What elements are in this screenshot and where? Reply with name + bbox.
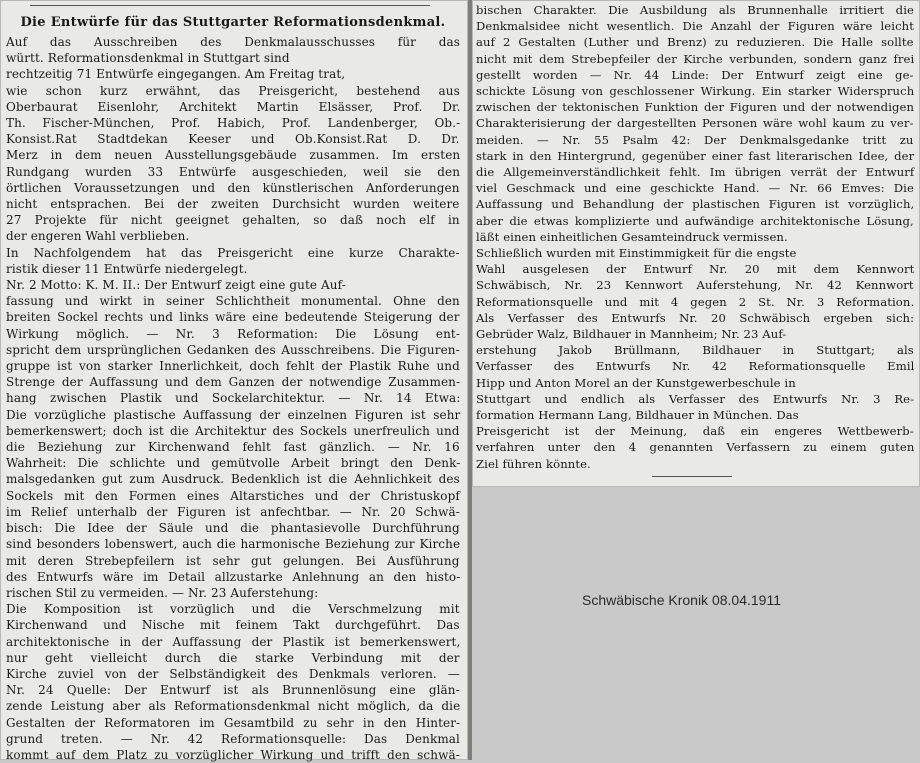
text-line: rechtzeitig 71 Entwürfe eingegangen. Am Freitag trat, <box>6 67 346 82</box>
text-line: schickte Lösung von geschlossener Wirkung. Ein starker Widerspruch <box>476 84 915 99</box>
text-line: läßt einen einheitlichen Gesamteindruck vermissen. <box>476 229 788 244</box>
text-line: hang zwischen Plastik und Sockelarchitektur. — Nr. 14 Etwa: <box>6 391 461 406</box>
text-line: Auffassung und Behandlung der plastischen Figuren ist vorzüglich, <box>476 197 915 212</box>
text-line: Denkmalsidee nicht wesentlich. Die Anzahl der Figuren wäre leicht <box>476 19 914 34</box>
text-line: erstehung Jakob Brüllmann, Bildhauer in Stuttgart; als <box>476 343 914 358</box>
text-line: Nr. 24 Quelle: Der Entwurf ist als Brunnenlösung eine glän- <box>6 683 460 698</box>
text-line: Die Komposition ist vorzüglich und die Verschmelzung mit <box>6 602 460 617</box>
article-column-left <box>6 12 461 762</box>
text-line: Th. Fischer-München, Prof. Habich, Prof. Landenberger, Ob.- <box>6 116 461 131</box>
text-line: sind besonders lobenswert, auch die harmonische Beziehung zur Kirche <box>6 537 461 552</box>
text-line: des Entwurfs wäre im Detail allzustarke Anlehnung an den histo- <box>6 569 461 584</box>
text-line: auf 2 Gestalten (Luther und Brenz) zu reduzieren. Die Halle sollte <box>476 35 914 50</box>
text-line: Wirkung möglich. — Nr. 3 Reformation: Die Lösung ent- <box>6 326 461 341</box>
text-line: Schwäbisch, Nr. 23 Kennwort Auferstehung, Nr. 42 Kennwort <box>476 278 914 293</box>
text-line: Kirchenwand und Nische mit feinem Takt durchgeführt. Das <box>6 618 460 633</box>
text-line: stark in den Hintergrund, gegenüber einer fast literarischen Idee, der <box>476 148 915 163</box>
article-headline: Die Entwürfe für das Stuttgarter Reformationsdenkmal. <box>20 15 446 30</box>
text-line: Konsist.Rat Stadtdekan Keeser und Ob.Konsist.Rat D. Dr. <box>6 132 460 147</box>
text-line: Die vorzügliche plastische Auffassung der einzelnen Figuren ist sehr <box>6 407 461 422</box>
text-line: Reformationsquelle und mit 4 gegen 2 St. Nr. 3 Reformation. <box>476 294 915 309</box>
text-line: wie schon kurz erwähnt, das Preisgericht, bestehend aus <box>6 83 460 98</box>
text-line: verfahren unter den 4 genannten Verfassern zu einem guten <box>476 440 915 455</box>
text-line: formation Hermann Lang, Bildhauer in München. Das <box>476 408 799 423</box>
text-line: württ. Reformationsdenkmal in Stuttgart sind <box>6 51 290 66</box>
text-line: nicht mit dem Strebepfeiler der Kirche verbunden, sondern ganz frei <box>476 51 915 66</box>
text-line: spricht dem ursprünglichen Gedanken des Ausschreibens. Die Figuren- <box>6 342 460 357</box>
text-line: Auf das Ausschreiben des Denkmalausschusses für das <box>6 35 461 49</box>
text-line: ristik dieser 11 Entwürfe niedergelegt. <box>6 261 248 276</box>
text-line: grund treten. — Nr. 42 Reformationsquelle: Das Denkmal <box>6 731 460 746</box>
text-line: rischen Stil zu vermeiden. — Nr. 23 Auferstehung: <box>6 585 319 600</box>
text-line: Oberbaurat Eisenlohr, Architekt Martin Elsässer, Prof. Dr. <box>6 99 461 114</box>
article-end-rule <box>652 476 732 477</box>
text-line: Strenge der Auffassung und dem Ganzen der notwendige Zusammen- <box>6 375 461 390</box>
text-line: viel Geschmack und eine geschickte Hand. — Nr. 66 Emves: Die <box>476 181 914 196</box>
text-line: aber die etwas komplizierte und aufwändige architektonische Lösung, <box>476 213 914 228</box>
headline-rule <box>30 5 430 6</box>
text-line: Wahrheit: Die schlichte und gemütvolle Arbeit bringt den Denk- <box>6 456 461 471</box>
text-line: Kirche zuviel von der Selbständigkeit des Denkmals verloren. — <box>6 666 460 681</box>
text-line: Verfasser des Entwurfs Nr. 42 Reformationsquelle Emil <box>476 359 915 374</box>
text-line: Preisgericht ist der Meinung, daß ein engeres Wettbewerb- <box>476 424 914 439</box>
text-line: Hipp und Anton Morel an der Kunstgewerbeschule in <box>476 375 796 390</box>
text-line: meiden. — Nr. 55 Psalm 42: Der Denkmalsgedanke tritt zu <box>476 132 914 147</box>
text-line: bemerkenswert; doch ist die Architektur des Sockels unerfreulich und <box>6 423 460 438</box>
text-line: Wahl ausgelesen der Entwurf Nr. 20 mit dem Kennwort <box>476 262 915 277</box>
article-text-right <box>476 2 914 472</box>
text-line: Nr. 2 Motto: K. M. II.: Der Entwurf zeigt eine gute Auf- <box>6 278 346 293</box>
text-line: Als Verfasser des Entwurfs Nr. 20 Schwäbisch ergeben sich: <box>476 310 915 325</box>
text-line: breiten Sockel rechts und links wäre eine bedeutende Steigerung der <box>6 310 460 325</box>
text-line: der engeren Wahl verblieben. <box>6 229 190 244</box>
article-text-left <box>6 34 460 763</box>
text-line: gestellt worden — Nr. 44 Linde: Der Entwurf zeigt eine ge- <box>476 67 914 82</box>
article-column-right <box>476 2 914 482</box>
text-line: Ziel führen könnte. <box>476 456 591 471</box>
text-line: Sockels mit den Formen eines Altarstiches und der Christuskopf <box>6 488 460 503</box>
text-line: zende Leistung aber als Reformationsdenkmal nicht möglich, da die <box>6 699 461 714</box>
text-line: die Beziehung zur Kirchenwand fehlt fast gänzlich. — Nr. 16 <box>6 440 460 455</box>
text-line: mit deren Strebepfeilern ist sehr gut gelungen. Bei Ausführung <box>6 553 460 568</box>
text-line: zwischen der tektonischen Funktion der Figuren und der notwendigen <box>476 100 915 115</box>
text-line: Gebrüder Walz, Bildhauer in Mannheim; Nr. 23 Auf- <box>476 327 787 342</box>
text-line: bischen Charakter. Die Ausbildung als Brunnenhalle irritiert die <box>476 3 914 17</box>
text-line: nicht entsprachen. Bei der zweiten Durchsicht wurden weitere <box>6 197 460 212</box>
text-line: Charakterisierung der dargestellten Personen wäre wohl kaum zu ver- <box>476 116 914 131</box>
text-line: örtlichen Voraussetzungen und den künstlerischen Anforderungen <box>6 180 460 195</box>
newspaper-clipping-right <box>472 0 920 487</box>
text-line: im Relief unterhalb der Figuren ist anfechtbar. — Nr. 20 Schwä- <box>6 504 460 519</box>
text-line: nur geht vielleicht durch die starke Verbindung mit der <box>6 650 460 665</box>
text-line: architektonische in der Auffassung der Plastik ist bemerkenswert, <box>6 634 461 649</box>
source-caption: Schwäbische Kronik 08.04.1911 <box>582 592 781 608</box>
text-line: 27 Projekte für nicht geeignet gehalten, so daß noch elf in <box>6 213 460 228</box>
text-line: Schließlich wurden mit Einstimmigkeit für die engste <box>476 246 797 261</box>
text-line: Gestalten der Reformatoren im Gesamtbild zu sehr in den Hinter- <box>6 715 461 730</box>
text-line: bisch: Die Idee der Säule und die phantasievolle Durchführung <box>6 521 460 536</box>
text-line: fassung und wirkt in seiner Schlichtheit monumental. Ohne den <box>6 294 460 309</box>
text-line: Rundgang wurden 33 Entwürfe ausgeschieden, weil sie den <box>6 164 461 179</box>
text-line: die Allgemeinverständlichkeit fehlt. Im übrigen verrät der Entwurf <box>476 165 915 180</box>
text-line: Stuttgart und endlich als Verfasser des Entwurfs Nr. 3 Re- <box>476 391 915 406</box>
text-line: malsgedanken gut zum Ausdruck. Bedenklich ist die Aehnlichkeit des <box>6 472 460 487</box>
text-line: Merz in dem neuen Ausstellungsgebäude zusammen. Im ersten <box>6 148 461 163</box>
text-line: kommt auf dem Platz zu vorzüglicher Wirkung und trifft den schwä- <box>6 747 460 762</box>
text-line: In Nachfolgendem hat das Preisgericht eine kurze Charakte- <box>6 245 460 260</box>
text-line: gruppe ist von starker Innerlichkeit, doch fehlt der Plastik Ruhe und <box>6 359 460 374</box>
